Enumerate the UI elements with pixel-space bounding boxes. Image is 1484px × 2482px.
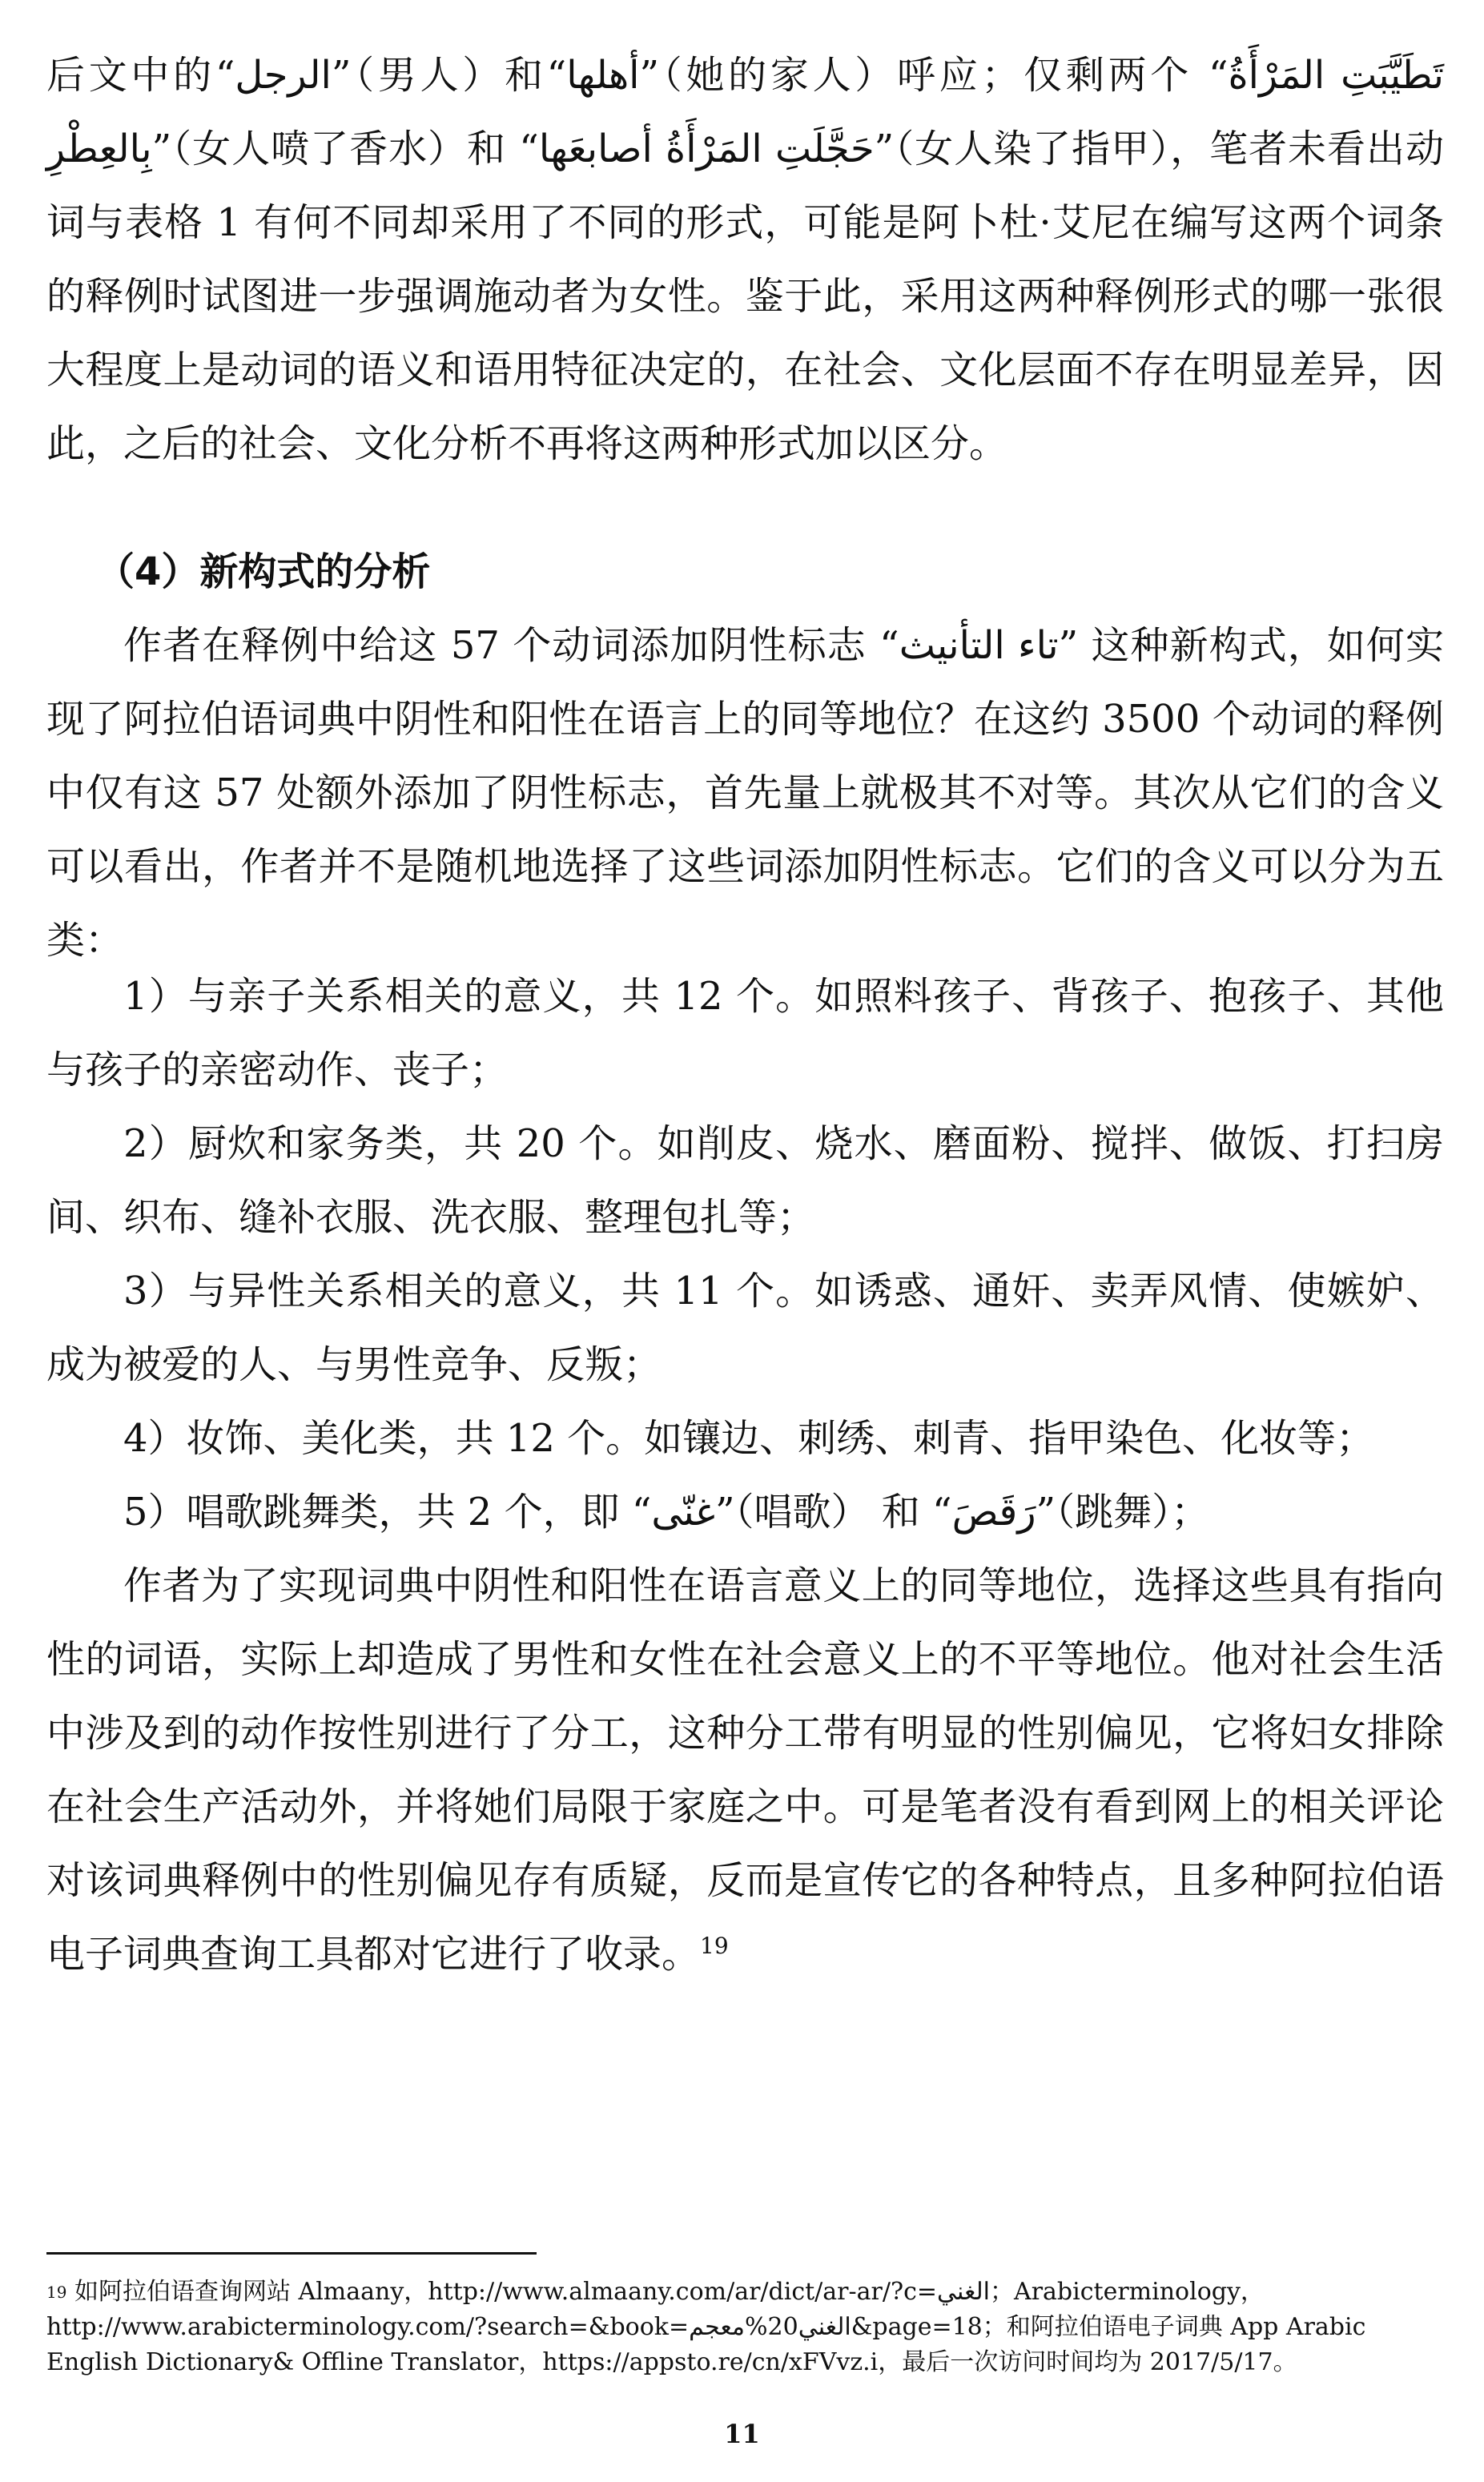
footnote-divider xyxy=(46,2252,537,2255)
paragraph-conclusion xyxy=(46,1549,1444,1991)
footnote-number: 19 xyxy=(46,2283,67,2302)
footnote-reference[interactable]: 19 xyxy=(700,1933,729,1959)
list-item: 2）厨炊和家务类，共 20 个。如削皮、烧水、磨面粉、搅拌、做饭、打扫房间、织布、缝补衣服、洗衣服、整理包扎等； xyxy=(46,1121,1444,1240)
footnote xyxy=(46,2275,1444,2380)
paragraph-conclusion-text: 作者为了实现词典中阴性和阳性在语言意义上的同等地位，选择这些具有指向性的词语，实际上却造成了男性和女性在社会意义上的不平等地位。他对社会生活中涉及到的动作按性别进行了分工，这种分工带有明显的性别偏见，它将妇女排除在社会生产活动外，并将她们局限于家庭之中。可是笔者没有看到网上的相关评论对该词典释例中的性别偏见存有质疑，反而是宣传它的各种特点，且多种阿拉伯语电子词典查询工具都对它进行了收录。 xyxy=(46,1563,1444,1977)
paragraph-intro: 后文中的“الرجل”（男人）和“أهلها”（她的家人）呼应；仅剩两个 “تَطَيَّبَتِ المَرْأَةُ بِالعِطْرِ”（女人喷了香水）和 “حَجَّلَتِ المَرْأَةُ أصابعَها”（女人染了指甲），笔者未看出动词与表格 1 有何不同却采用了不同的形式，可能是阿卜杜·艾尼在编写这两个词条的释例时试图进一步强调施动者为女性。鉴于此，采用这两种释例形式的哪一张很大程度上是动词的语义和语用特征决定的，在社会、文化层面不存在明显差异，因此，之后的社会、文化分析不再将这两种形式加以区分。 xyxy=(46,53,1445,466)
page-number: 11 xyxy=(724,2419,760,2449)
paragraph-new-construction: 作者在释例中给这 57 个动词添加阴性标志 “تاء التأنيث” 这种新构式，如何实现了阿拉伯语词典中阴性和阳性在语言上的同等地位？在这约 3500 个动词的释例中仅有这 57 处额外添加了阴性标志，首先量上就极其不对等。其次从它们的含义可以看出，作者并不是随机地选择了这些词添加阴性标志。它们的含义可以分为五类： xyxy=(46,623,1444,963)
footnote-text: 如阿拉伯语查询网站 Almaany，http://www.almaany.com/ar/dict/ar-ar/?c=الغني；Arabicterminology，http://www.arabicterminology.com/?search=&book=الغني20%معجم&page=18；和阿拉伯语电子词典 App Arabic English Dictionary& Offline Translator，https://appsto.re/cn/xFVvz.i，最后一次访问时间均为 2017/5/17。 xyxy=(46,2278,1366,2376)
section-heading: （4）新构式的分析 xyxy=(96,549,431,594)
list-item: 5）唱歌跳舞类，共 2 个，即 “غنّى”（唱歌） 和 “رَقَصَ”（跳舞）； xyxy=(123,1490,1210,1535)
list-item: 1）与亲子关系相关的意义，共 12 个。如照料孩子、背孩子、抱孩子、其他与孩子的亲密动作、丧子； xyxy=(46,974,1444,1092)
list-item: 3）与异性关系相关的意义，共 11 个。如诱惑、通奸、卖弄风情、使嫉妒、成为被爱的人、与男性竞争、反叛； xyxy=(46,1269,1444,1387)
list-item: 4）妆饰、美化类，共 12 个。如镶边、刺绣、刺青、指甲染色、化妆等； xyxy=(123,1416,1375,1461)
